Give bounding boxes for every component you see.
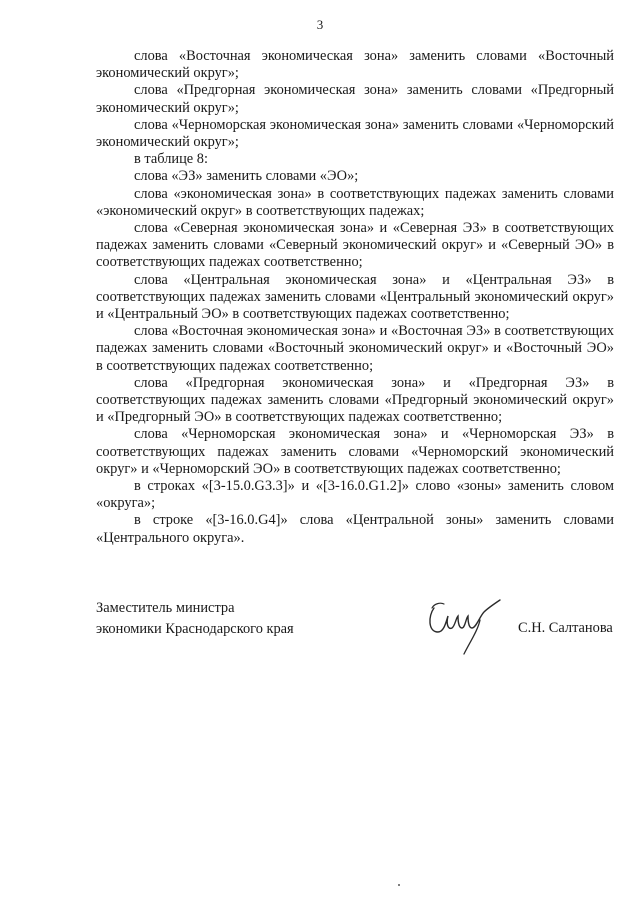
paragraph: слова «ЭЗ» заменить словами «ЭО»; (134, 168, 359, 185)
scan-artifact (398, 884, 400, 886)
paragraph: слова «Предгорная экономическая зона» и «Предгорная ЭЗ» в соответствующих падежах заменить словами «Предгорный экономический округ» и «Предгорный ЭО» в соответствующих падежах соответственно; (96, 374, 614, 426)
paragraph: слова «Восточная экономическая зона» и «Восточная ЭЗ» в соответствующих падежах заменить словами «Восточный экономический округ» и «Восточный ЭО» в соответствующих падежах соответственно; (96, 323, 614, 374)
paragraph: в строках «[3-15.0.G3.3]» и «[3-16.0.G1.2]» слово «зоны» заменить словом «округа»; (96, 478, 614, 512)
paragraph: слова «Северная экономическая зона» и «Северная ЭЗ» в соответствующих падежах заменить словами «Северный экономический округ» и «Северный ЭО» в соответствующих падежах соответственно; (96, 220, 614, 271)
paragraph: слова «экономическая зона» в соответствующих падежах заменить словами «экономический округ» в соответствующих падежах; (96, 185, 614, 219)
paragraph: слова «Восточная экономическая зона» заменить словами «Восточный экономический округ»; (96, 48, 614, 82)
signer-name: С.Н. Салтанова (518, 620, 613, 636)
page-number: 3 (316, 17, 324, 32)
paragraph: слова «Центральная экономическая зона» и «Центральная ЭЗ» в соответствующих падежах заменить словами «Центральный экономический округ» и «Центральный ЭО» в соответствующих падежах соответственно; (96, 271, 614, 323)
paragraph: слова «Черноморская экономическая зона» заменить словами «Черноморский экономический округ»; (96, 116, 614, 151)
paragraph: в таблице 8: (134, 151, 208, 168)
paragraph: в строке «[3-16.0.G4]» слова «Центральной зоны» заменить словами «Центрального округа». (96, 512, 614, 546)
signatory-title (96, 598, 294, 640)
paragraph: слова «Черноморская экономическая зона» и «Черноморская ЭЗ» в соответствующих падежах заменить словами «Черноморский экономический округ» и «Черноморский ЭО» в соответствующих падежах соответственно; (96, 426, 614, 477)
document-body (96, 48, 614, 547)
signatory-title-line: Заместитель министра (96, 600, 235, 616)
signatory-title-line: экономики Краснодарского края (96, 621, 294, 637)
handwritten-signature (418, 590, 510, 660)
paragraph: слова «Предгорная экономическая зона» заменить словами «Предгорный экономический округ»; (96, 82, 614, 116)
